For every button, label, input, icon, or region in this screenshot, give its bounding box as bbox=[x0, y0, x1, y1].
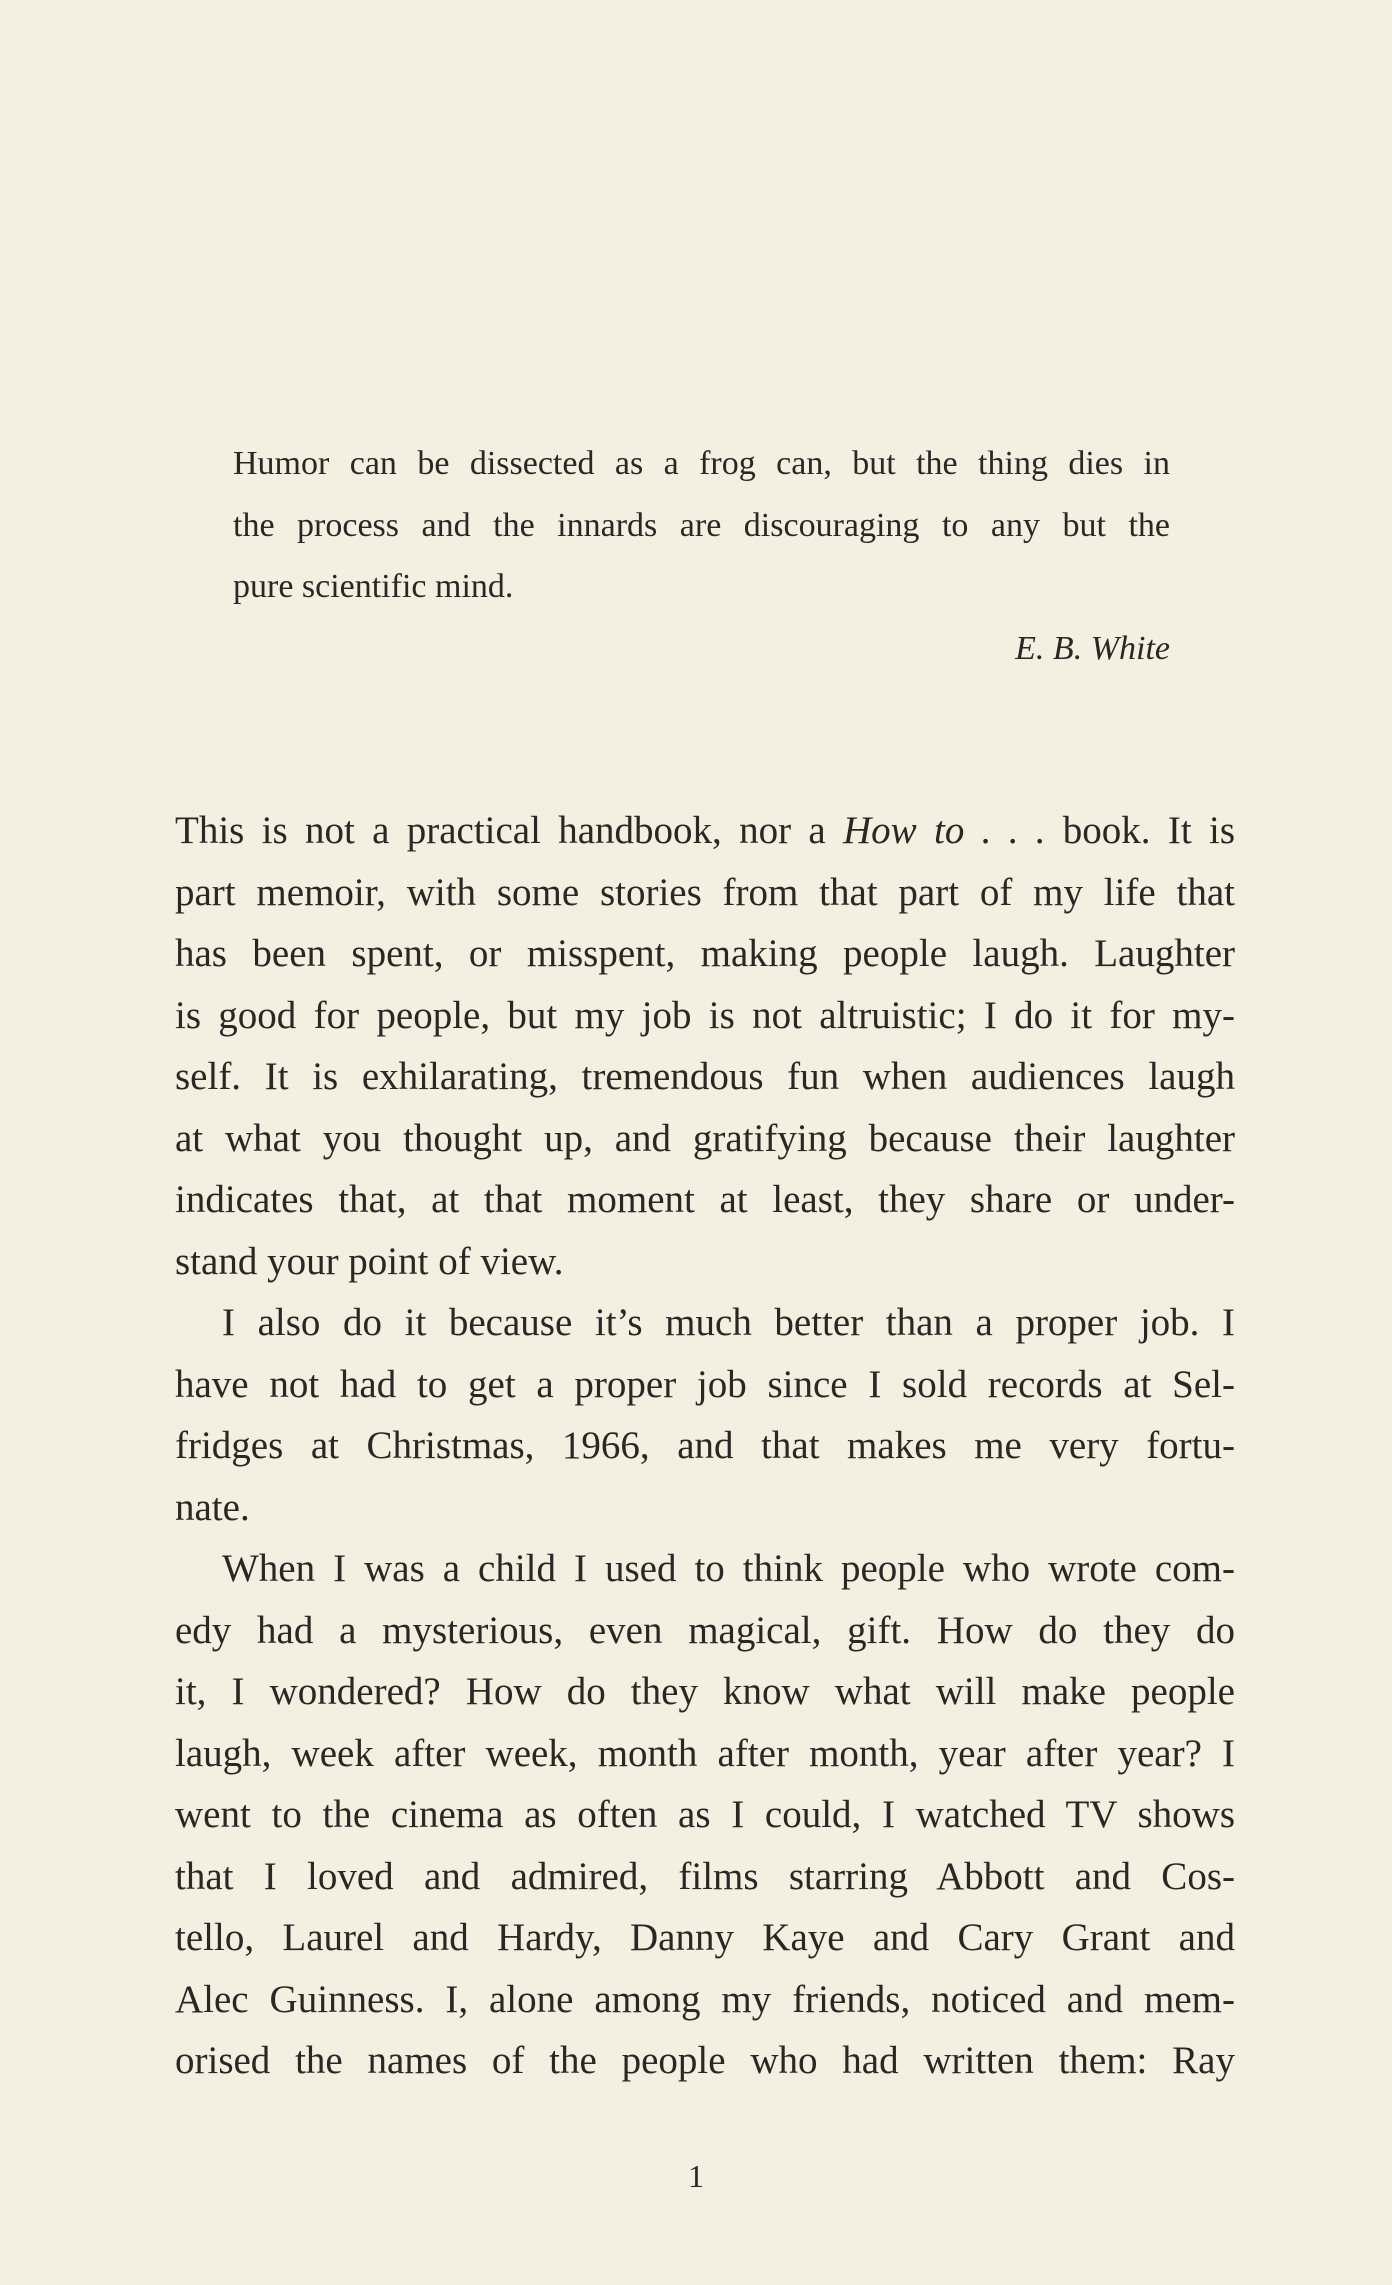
body-line: nate. bbox=[175, 1485, 250, 1529]
body-line: went to the cinema as often as I could, I watched TV shows bbox=[175, 1793, 1235, 1836]
body-line: tello, Laurel and Hardy, Danny Kaye and Cary Grant and bbox=[175, 1916, 1235, 1959]
body-line: have not had to get a proper job since I sold records at Sel- bbox=[175, 1362, 1235, 1406]
body-line: self. It is exhilarating, tremendous fun when audiences laugh bbox=[175, 1055, 1235, 1098]
body-line: stand your point of view. bbox=[175, 1239, 564, 1283]
text-segment: This is not a practical handbook, nor a bbox=[175, 809, 844, 852]
text-segment: book. It is bbox=[1045, 809, 1235, 852]
body-line: is good for people, but my job is not altruistic; I do it for my- bbox=[175, 993, 1235, 1037]
body-line: at what you thought up, and gratifying because their laughter bbox=[175, 1116, 1235, 1160]
epigraph bbox=[233, 433, 1170, 679]
epigraph-attribution: E. B. White bbox=[1015, 629, 1170, 667]
page-number: 1 bbox=[688, 2158, 704, 2194]
body-line: edy had a mysterious, even magical, gift. How do they do bbox=[175, 1608, 1235, 1652]
body-line: I also do it because it’s much better than a proper job. I bbox=[222, 1301, 1235, 1344]
body-line: Alec Guinness. I, alone among my friends, noticed and mem- bbox=[175, 1977, 1235, 2021]
body-line: that I loved and admired, films starring Abbott and Cos- bbox=[175, 1854, 1235, 1898]
italic-title: How to . . . bbox=[843, 809, 1046, 852]
body-line: has been spent, or misspent, making people laugh. Laughter bbox=[175, 932, 1235, 975]
epigraph-line: Humor can be dissected as a frog can, but the thing dies in bbox=[233, 445, 1170, 482]
body-line: When I was a child I used to think people who wrote com- bbox=[222, 1547, 1235, 1590]
epigraph-line: the process and the innards are discouraging to any but the bbox=[233, 506, 1170, 544]
body-text bbox=[175, 800, 1235, 2092]
body-line: orised the names of the people who had written them: Ray bbox=[175, 2039, 1235, 2082]
body-line: part memoir, with some stories from that part of my life that bbox=[175, 870, 1235, 914]
body-line: indicates that, at that moment at least, they share or under- bbox=[175, 1178, 1235, 1221]
body-line bbox=[175, 800, 1235, 862]
body-line: fridges at Christmas, 1966, and that makes me very fortu- bbox=[175, 1424, 1235, 1467]
body-line: it, I wondered? How do they know what will make people bbox=[175, 1670, 1235, 1713]
epigraph-line: pure scientific mind. bbox=[233, 568, 514, 605]
body-line: laugh, week after week, month after month, year after year? I bbox=[175, 1731, 1235, 1775]
